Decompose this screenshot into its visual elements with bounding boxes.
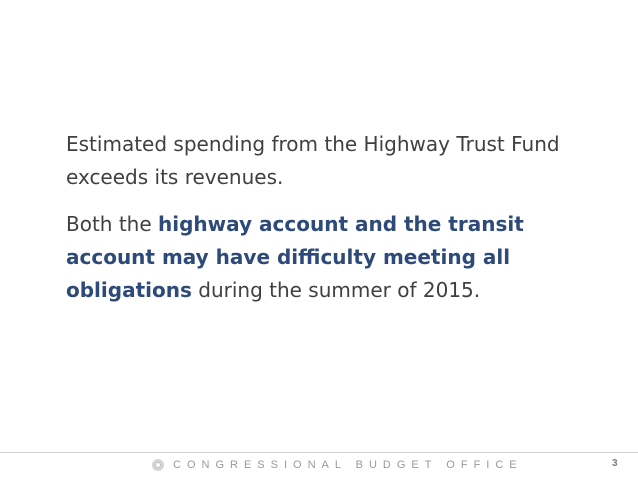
slide-content (66, 128, 606, 307)
paragraph-accounts (66, 208, 606, 307)
paragraph-spending: Estimated spending from the Highway Trust Fund exceeds its revenues. (66, 132, 560, 189)
paragraph-accounts-prefix: Both the (66, 212, 159, 236)
cbo-logo-icon (152, 459, 164, 471)
page-number: 3 (612, 458, 618, 469)
footer-org-name: CONGRESSIONAL BUDGET OFFICE (173, 459, 523, 471)
paragraph-accounts-highlight: highway account and the transit account may have difficulty meeting all obligations (66, 212, 524, 302)
footer (152, 456, 523, 474)
paragraph-accounts-suffix: during the summer of 2015. (191, 278, 481, 302)
footer-divider (0, 452, 638, 453)
